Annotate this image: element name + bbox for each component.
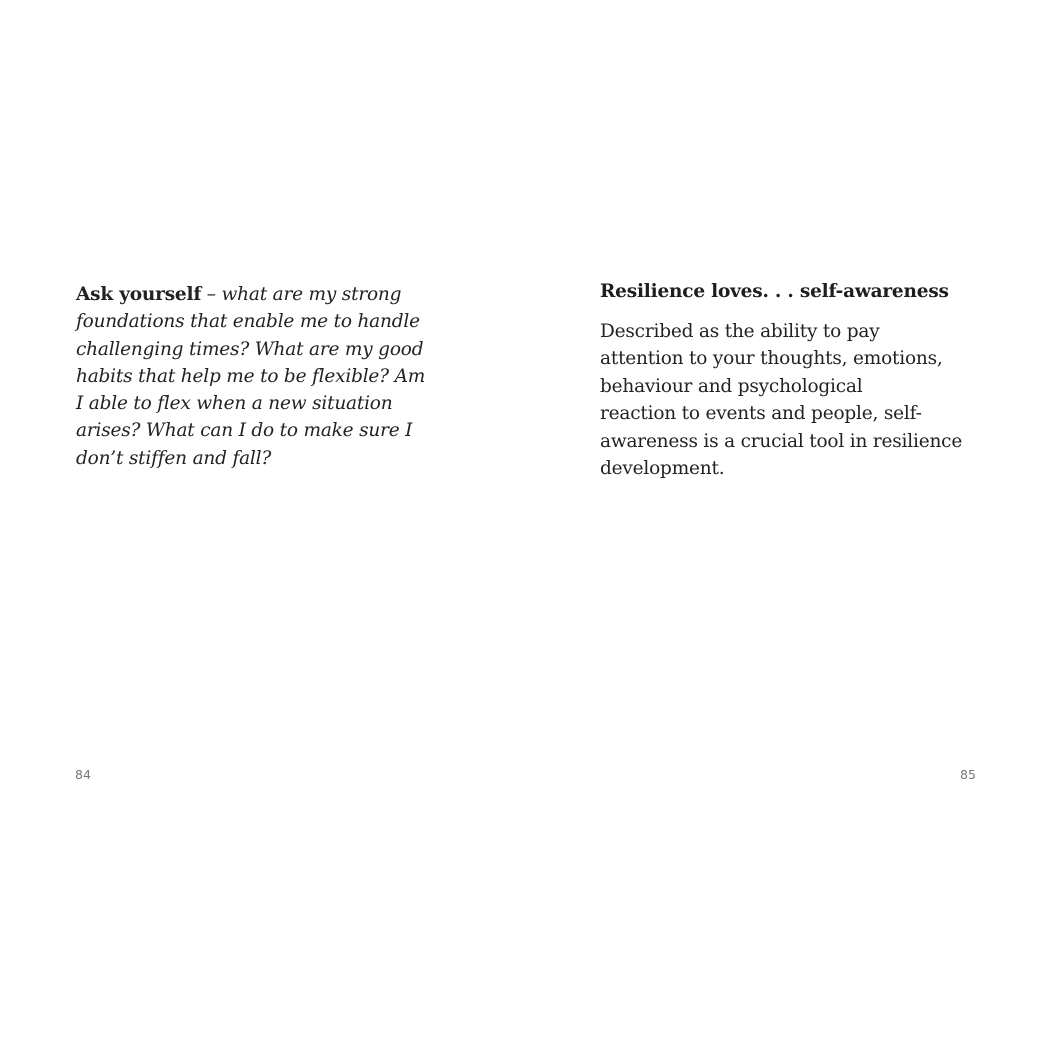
dash: – <box>201 284 222 305</box>
body-line-4: reaction to events and people, self- <box>600 403 922 425</box>
section-heading: Resilience loves. . . self-awareness <box>600 281 949 302</box>
ask-lead: Ask yourself <box>76 284 202 305</box>
body-text <box>600 318 990 482</box>
ask-line-6: arises? What can I do to make sure I <box>76 420 413 442</box>
ask-line-1: Ask yourself – what are my strong <box>76 284 402 305</box>
body-line-3: behaviour and psychological <box>600 375 863 397</box>
ask-line-4: habits that help me to be flexible? Am <box>76 365 426 387</box>
page-number-right: 85 <box>960 767 976 782</box>
body-line-2: attention to your thoughts, emotions, <box>600 348 943 370</box>
body-line-6: development. <box>600 458 725 480</box>
ask-yourself-block <box>76 281 456 472</box>
ask-line-5: I able to flex when a new situation <box>76 393 393 415</box>
ask-line-3: challenging times? What are my good <box>76 338 424 360</box>
ask-line-2: foundations that enable me to handle <box>76 311 420 333</box>
body-line-1: Described as the ability to pay <box>600 321 880 342</box>
right-page <box>525 0 1050 1050</box>
ask-line-7: don’t stiffen and fall? <box>76 447 272 469</box>
page-number-left: 84 <box>75 767 91 782</box>
body-line-5: awareness is a crucial tool in resilience <box>600 430 963 452</box>
